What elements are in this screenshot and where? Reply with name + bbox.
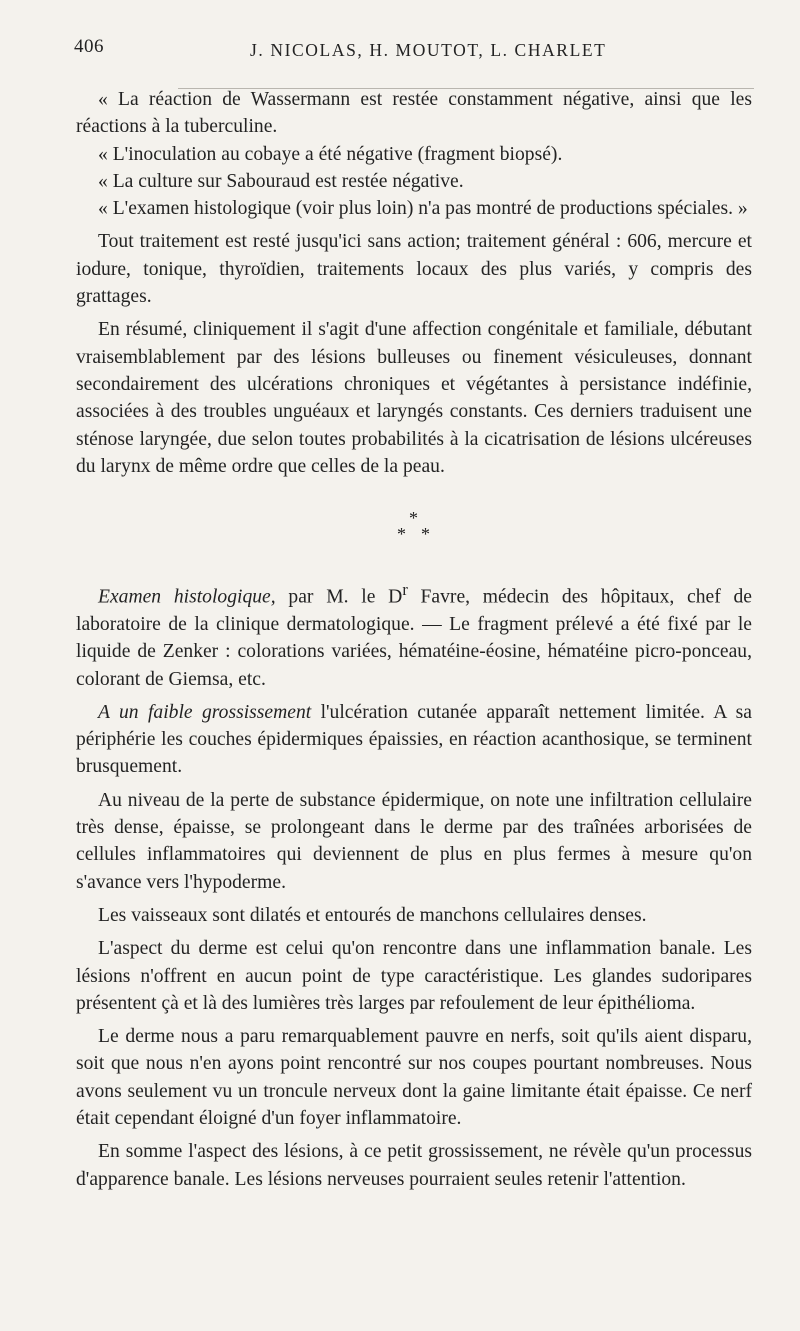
paragraph-perte-substance: Au niveau de la perte de substance épidermique, on note une infiltration cellulaire très dense, épaisse, se prolongeant dans le derme par des traînées arborisées de cellules inflammatoires qui deviennent de plus en plus fermes à mesure qu'on s'avance vers l'hypoderme. xyxy=(76,789,752,893)
exam-superscript: r xyxy=(402,580,408,600)
separator-star-right: * xyxy=(421,524,431,545)
paragraph-vaisseaux: Les vaisseaux sont dilatés et entourés de manchons cellulaires denses. xyxy=(98,904,647,926)
paragraph-nerfs: Le derme nous a paru remarquablement pauvre en nerfs, soit qu'ils aient disparu, soit que nous n'en ayons point rencontré sur nos coupes pourtant nombreuses. Nous avons seulement vu un troncule nerveux dont la gaine limitante était épaisse. Ce nerf était cependant éloigné d'un foyer inflammatoire. xyxy=(76,1026,752,1130)
paragraph-faible-grossissement xyxy=(76,699,752,781)
paragraph-culture: « La culture sur Sabouraud est restée négative. xyxy=(98,170,464,192)
section-separator xyxy=(76,508,752,545)
paragraph-aspect-derme: L'aspect du derme est celui qu'on rencontre dans une inflammation banale. Les lésions n'offrent en aucun point de type caractéristique. Les glandes sudoripares présentent çà et là des lumières très larges par refoulement de leur épithélioma. xyxy=(76,938,752,1014)
body-text xyxy=(76,86,752,1193)
page-header xyxy=(74,36,754,68)
separator-star-left: * xyxy=(397,524,407,545)
faible-italic-lead: A un faible grossissement xyxy=(98,701,312,723)
separator-star-top: * xyxy=(409,508,419,529)
paragraph-examen-histologique xyxy=(76,576,752,693)
paragraph-en-somme: En somme l'aspect des lésions, à ce petit grossissement, ne révèle qu'un processus d'apparence banale. Les lésions nerveuses pourraient seules retenir l'attention. xyxy=(76,1141,752,1190)
exam-italic-lead: Examen histologique, xyxy=(98,586,276,608)
running-head: J. NICOLAS, H. MOUTOT, L. CHARLET xyxy=(250,40,607,60)
paragraph-wassermann: « La réaction de Wassermann est restée constamment négative, ainsi que les réactions à la tuberculine. xyxy=(76,89,752,138)
page-number: 406 xyxy=(74,36,104,57)
paragraph-inoculation: « L'inoculation au cobaye a été négative (fragment biopsé). xyxy=(98,143,563,165)
exam-text-2: Favre, médecin des hôpitaux, chef de laboratoire de la clinique dermatologique. — Le fragment prélevé a été fixé par le liquide de Zenker : colorations variées, hématéine-éosine, hématéine picro-ponceau, colorant de Giemsa, etc. xyxy=(76,586,752,690)
paragraph-resume: En résumé, cliniquement il s'agit d'une affection congénitale et familiale, débutant vraisemblablement par des lésions bulleuses ou finement vésiculeuses, donnant secondairement des ulcérations chroniques et végétantes à persistance indéfinie, associées à des troubles unguéaux et laryngés constants. Ces derniers traduisent une sténose laryngée, due selon toutes probabilités à la cicatrisation de lésions ulcéreuses du larynx de même ordre que celles de la peau. xyxy=(76,319,752,477)
paragraph-traitement: Tout traitement est resté jusqu'ici sans action; traitement général : 606, mercure et iodure, tonique, thyroïdien, traitements locaux des plus variés, y compris des grattages. xyxy=(76,231,752,308)
exam-text-1: par M. le D xyxy=(275,586,403,608)
separator-star-row xyxy=(76,524,752,545)
paragraph-examen-quote: « L'examen histologique (voir plus loin) n'a pas montré de productions spéciales. » xyxy=(98,198,748,220)
faible-text: l'ulcération cutanée apparaît nettement limitée. A sa périphérie les couches épidermiques épaissies, en réaction acanthosique, se terminent brusquement. xyxy=(76,701,752,778)
